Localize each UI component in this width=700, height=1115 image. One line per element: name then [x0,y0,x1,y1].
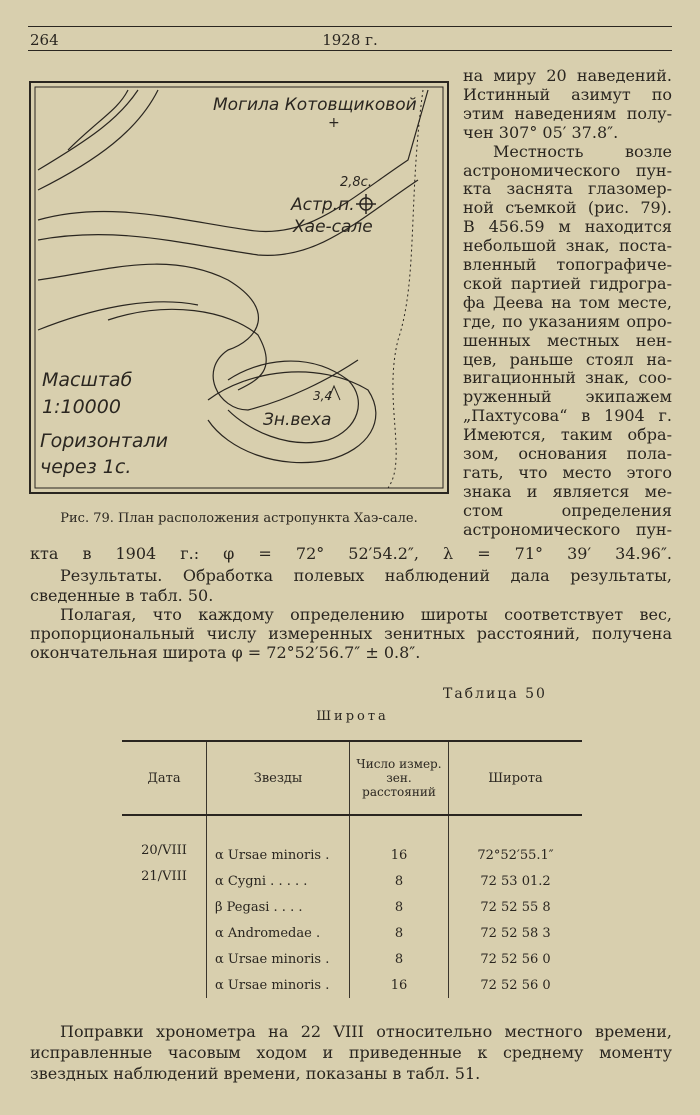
shoreline [388,90,423,488]
text-line: ской партией гидрогра- [463,273,672,293]
label-astro-height: 2,8с. [340,175,372,190]
table-title: Широта [316,709,389,724]
text-line: фа Деева на том месте, [463,292,672,312]
table-row [122,920,582,946]
table-row [122,972,582,998]
page-number: 264 [30,31,59,49]
label-scale-1: Масштаб [42,369,133,391]
text-line: где, по указаниям опро- [463,311,672,331]
text-line: кта заснята глазомер- [463,179,672,199]
col-count: Число измер. зен. расстояний [350,741,449,815]
text-line: вленный топографиче- [463,255,672,274]
running-header: 1928 г. [322,31,378,49]
label-beacon: Зн.веха [263,410,332,430]
label-contours-2: через 1с. [40,456,132,478]
latitude-cell: 72 52 56 0 [449,972,583,998]
star-cell: α Cygni . . . . . [207,868,350,894]
count-cell: 8 [350,946,449,972]
text-line: Местность возле [493,141,672,161]
label-astro-point-2: Хае-сале [293,217,373,237]
text-line: зом, основания пола- [463,444,672,463]
label-contours-1: Горизонтали [40,430,168,452]
col-date: Дата [122,741,207,815]
star-cell: α Ursae minoris . [207,842,350,868]
star-cell: α Andromedae . [207,920,350,946]
text-line: стом определения [463,500,672,520]
grave-cross: + [328,115,340,131]
count-cell: 16 [350,972,449,998]
text-line: В 456.59 м находится [463,217,672,237]
top-rule [28,26,672,27]
text-line: цев, раньше стоял на- [463,349,672,369]
count-cell: 8 [350,868,449,894]
date-cell: 20/VIII [141,843,187,858]
text-line: шенных местных нен- [463,330,672,350]
date-cell [122,946,207,972]
latitude-cell: 72 52 56 0 [449,946,583,972]
date-cell [122,920,207,946]
figure-caption: Рис. 79. План расположения астропункта Хаэ-сале. [60,511,418,526]
text-line: на миру 20 наведений. [463,66,672,85]
label-grave: Могила Котовщиковой [213,95,417,115]
results-line-2: сведенные в табл. 50. [30,586,214,605]
table-row [122,868,582,894]
star-cell: β Pegasi . . . . [207,894,350,920]
label-astro-point-1: Астр.п. [291,195,355,215]
text-line: гать, что место этого [463,462,672,482]
table-label: Таблица 50 [443,686,547,702]
table-row [122,842,582,868]
bottom-line-3: звездных наблюдений времени, показаны в табл. 51. [30,1064,481,1083]
bottom-line-1: Поправки хронометра на 22 VIII относительно местного времени, [60,1022,672,1041]
results-line-1: Результаты. Обработка полевых наблюдений дала результаты, [60,566,672,585]
latitude-cell: 72 52 55 8 [449,894,583,920]
text-line: вигационный знак, соо- [463,368,672,388]
weight-line-2: пропорциональный числу измеренных зенитных расстояний, получена [30,624,672,643]
table-row [122,946,582,972]
text-line: астрономического пун- [463,160,672,180]
coords-line: кта в 1904 г.: φ = 72° 52′54.2″, λ = 71° 39′ 34.96″. [30,544,672,563]
count-cell: 16 [350,842,449,868]
text-line: „Пахтусова“ в 1904 г. [463,406,672,426]
text-line: знака и является ме- [463,481,672,501]
label-scale-2: 1:10000 [42,396,121,418]
text-line: руженный экипажем [463,387,672,407]
count-cell: 8 [350,894,449,920]
star-cell: α Ursae minoris . [207,972,350,998]
text-line: небольшой знак, поста- [463,236,672,256]
header-rule [28,50,672,51]
text-line: астрономического пун- [463,519,672,539]
count-cell: 8 [350,920,449,946]
col-latitude: Широта [449,741,583,815]
star-cell: α Ursae minoris . [207,946,350,972]
weight-line-1: Полагая, что каждому определению широты соответствует вес, [60,605,672,624]
label-beacon-height: 3,4 [313,389,333,403]
text-line: чен 307° 05′ 37.8″. [463,122,619,142]
text-line: Истинный азимут по [463,84,672,104]
text-line: этим наведениям полу- [463,103,672,123]
map-figure [28,80,450,495]
weight-line-3: окончательная широта φ = 72°52′56.7″ ± 0.8″. [30,643,421,662]
latitude-table [122,740,582,998]
table-row [122,894,582,920]
latitude-cell: 72°52′55.1″ [449,842,583,868]
text-line: ной съемкой (рис. 79). [463,198,672,218]
latitude-cell: 72 53 01.2 [449,868,583,894]
date-cell: 21/VIII [141,869,187,884]
date-cell [122,894,207,920]
latitude-cell: 72 52 58 3 [449,920,583,946]
col-stars: Звезды [207,741,350,815]
bottom-line-2: исправленные часовым ходом и приведенные к среднему моменту [30,1043,672,1062]
text-line: Имеются, таким обра- [463,425,672,445]
date-cell [122,972,207,998]
